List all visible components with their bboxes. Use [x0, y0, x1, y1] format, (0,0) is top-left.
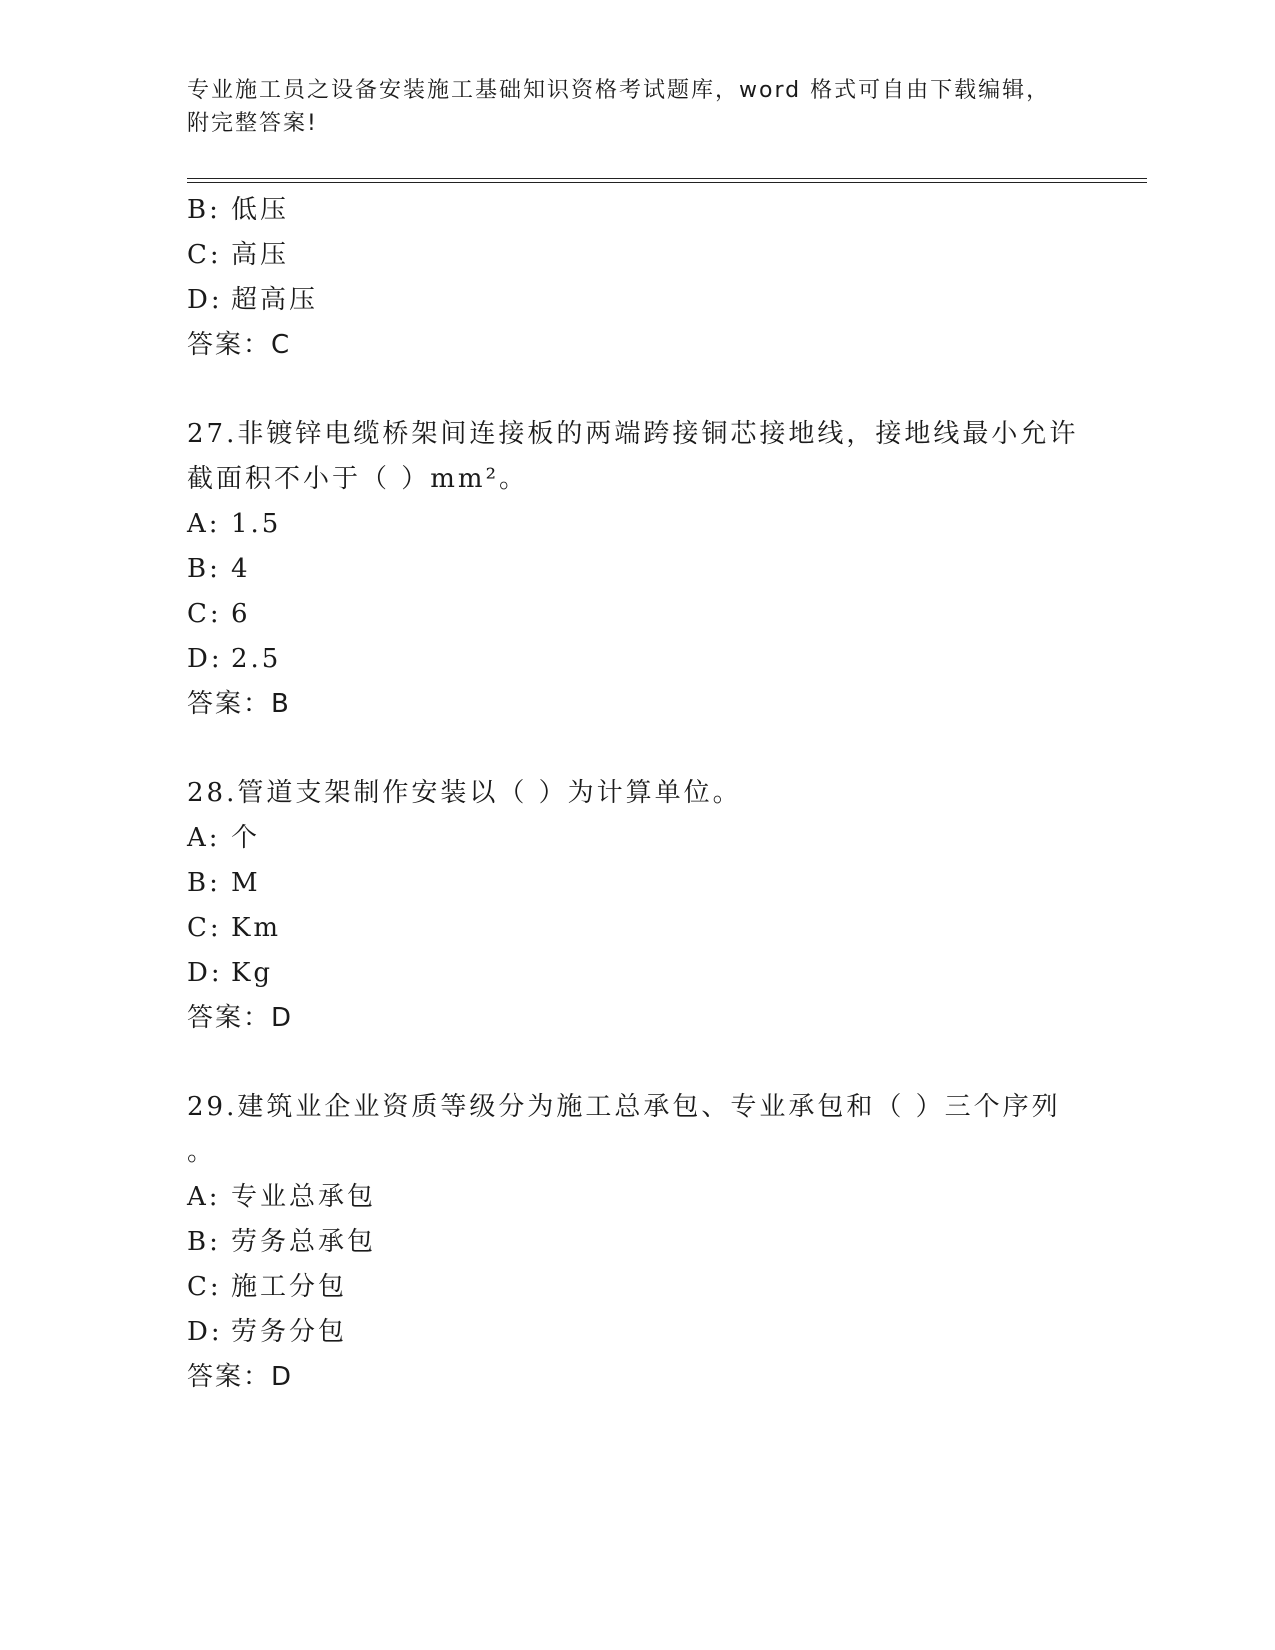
question-29 [187, 1085, 1087, 1400]
header-title-line-1: 专业施工员之设备安装施工基础知识资格考试题库，word 格式可自由下载编辑， [187, 78, 1051, 103]
question-28 [187, 771, 1087, 1041]
question-27-text-line-2: 截面积不小于（ ）mm²。 [187, 464, 528, 494]
question-list [187, 188, 1087, 1400]
option-c: C: 6 [187, 599, 251, 629]
option-d: D: 超高压 [187, 285, 319, 315]
option-c: C: 施工分包 [187, 1272, 348, 1302]
header-title-line-2: 附完整答案! [187, 111, 318, 136]
option-b: B: 劳务总承包 [187, 1227, 377, 1257]
option-a: A: 个 [187, 823, 261, 853]
option-c: C: Km [187, 913, 282, 943]
question-27-text-line-1: 27.非镀锌电缆桥架间连接板的两端跨接铜芯接地线，接地线最小允许 [187, 419, 1079, 449]
question-27 [187, 412, 1087, 727]
question-26-tail [187, 188, 1087, 368]
option-b: B: 低压 [187, 195, 290, 225]
answer-27: 答案：B [187, 689, 291, 719]
option-d: D: 2.5 [187, 644, 282, 674]
answer-26: 答案：C [187, 330, 292, 360]
question-28-text: 28.管道支架制作安装以（ ）为计算单位。 [187, 778, 742, 808]
question-29-text-line-2: 。 [187, 1137, 217, 1167]
option-b: B: 4 [187, 554, 251, 584]
option-d: D: Kg [187, 958, 274, 988]
document-header [187, 74, 1087, 140]
document-page [187, 0, 1147, 1650]
option-d: D: 劳务分包 [187, 1317, 348, 1347]
option-a: A: 专业总承包 [187, 1182, 377, 1212]
answer-28: 答案：D [187, 1003, 294, 1033]
option-a: A: 1.5 [187, 509, 282, 539]
answer-29: 答案：D [187, 1362, 294, 1392]
option-b: B: M [187, 868, 261, 898]
question-29-text-line-1: 29.建筑业企业资质等级分为施工总承包、专业承包和（ ）三个序列 [187, 1092, 1061, 1122]
option-c: C: 高压 [187, 240, 290, 270]
header-double-rule [187, 178, 1147, 183]
